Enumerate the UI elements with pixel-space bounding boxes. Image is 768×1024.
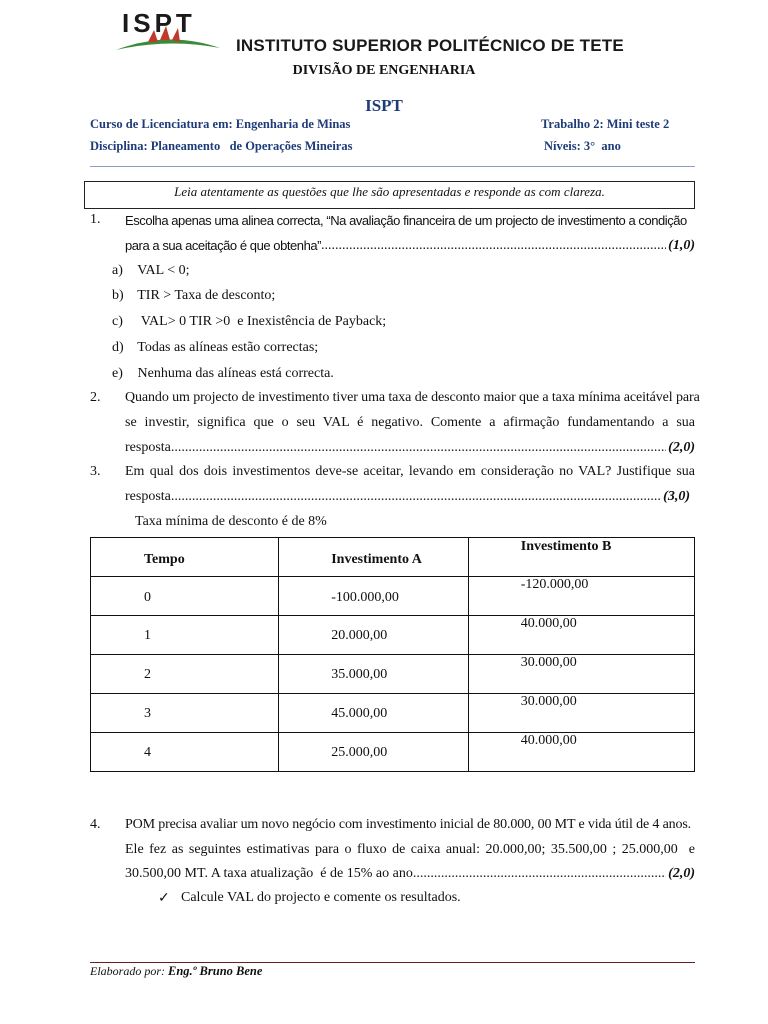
answer-dots — [171, 440, 666, 456]
option-a: a) VAL < 0; — [112, 263, 190, 278]
level-label: Níveis: 3° ano — [544, 139, 621, 153]
question-1-text-end: para a sua aceitação é que obtenha” — [125, 238, 322, 253]
option-b: b) TIR > Taxa de desconto; — [112, 288, 276, 303]
answer-dots — [413, 866, 666, 882]
question-1-line-1: Escolha apenas uma alinea correcta, “Na avaliação financeira de um projecto de investimento a condição — [125, 213, 687, 228]
table-row: 0 -100.000,00 -120.000,00 — [91, 577, 695, 616]
question-3-line-1: Em qual dos dois investimentos deve-se aceitar, levando em consideração no VAL? Justifique sua — [125, 464, 695, 479]
course-label: Curso de Licenciatura em: Engenharia de Minas — [90, 117, 351, 131]
option-d: d) Todas as alíneas estão correctas; — [112, 340, 319, 355]
task-text: Calcule VAL do projecto e comente os resultados. — [181, 890, 461, 905]
option-e: e) Nenhuma das alíneas está correcta. — [112, 366, 334, 381]
question-2-line-3: resposta ..... (2,0) — [125, 440, 695, 456]
logo-green-arc — [116, 39, 220, 50]
rate-note: Taxa mínima de desconto é de 8% — [135, 514, 327, 529]
work-label: Trabalho 2: Mini teste 2 — [541, 117, 670, 131]
table-header-row — [91, 538, 695, 577]
header-investimento-b: Investimento B — [468, 538, 694, 577]
question-4-line-3: 30.500,00 MT. A taxa atualização é de 15% ao ano ..... (2,0) — [125, 866, 695, 882]
footer — [90, 964, 262, 979]
question-2-score: (2,0) — [668, 440, 695, 455]
question-4-score: (2,0) — [668, 866, 695, 881]
question-1-number: 1. — [90, 212, 101, 227]
question-1-line-2 — [125, 238, 695, 254]
question-4-number: 4. — [90, 817, 101, 832]
task-bullet: ✓ — [158, 891, 170, 906]
table-row: 4 25.000,00 40.000,00 — [91, 733, 695, 772]
question-4-line-2: Ele fez as seguintes estimativas para o fluxo de caixa anual: 20.000,00; 35.500,00 ; 25.000,00 e — [125, 842, 695, 857]
question-2-line-1: Quando um projecto de investimento tiver uma taxa de desconto maior que a taxa mínima aceitável para — [125, 390, 700, 405]
header-divider — [90, 166, 695, 167]
footer-author: Eng.º Bruno Bene — [168, 964, 263, 978]
cash-flow-table — [90, 537, 695, 772]
logo-text: ISPT — [122, 8, 196, 38]
table-row: 2 35.000,00 30.000,00 — [91, 655, 695, 694]
question-3-number: 3. — [90, 464, 101, 479]
instructions-box: Leia atentamente as questões que lhe são apresentadas e responde as com clareza. — [84, 181, 695, 209]
question-3-score: (3,0) — [663, 489, 690, 504]
footer-label: Elaborado por: — [90, 964, 165, 978]
question-2-line-2: se investir, significa que o seu VAL é negativo. Comente a afirmação fundamentando a sua — [125, 415, 695, 430]
ispt-logo — [108, 8, 228, 56]
question-4-line-1: POM precisa avaliar um novo negócio com investimento inicial de 80.000, 00 MT e vida útil de 4 anos. — [125, 817, 692, 832]
question-3-line-2: resposta ..... (3,0) — [125, 489, 690, 505]
header-investimento-a: Investimento A — [279, 538, 469, 577]
institution-name: INSTITUTO SUPERIOR POLITÉCNICO DE TETE — [236, 36, 624, 55]
table-row: 3 45.000,00 30.000,00 — [91, 694, 695, 733]
discipline-label: Disciplina: Planeamento de Operações Mineiras — [90, 139, 353, 153]
option-c: c) VAL> 0 TIR >0 e Inexistência de Payback; — [112, 314, 387, 329]
answer-dots — [171, 489, 661, 505]
header-tempo: Tempo — [91, 538, 279, 577]
answer-dots — [321, 238, 666, 254]
question-1-score: (1,0) — [668, 238, 695, 253]
question-2-number: 2. — [90, 390, 101, 405]
footer-divider — [90, 962, 695, 963]
table-row: 1 20.000,00 40.000,00 — [91, 616, 695, 655]
division-name: DIVISÃO DE ENGENHARIA — [292, 63, 476, 78]
document-title: ISPT — [365, 96, 403, 115]
